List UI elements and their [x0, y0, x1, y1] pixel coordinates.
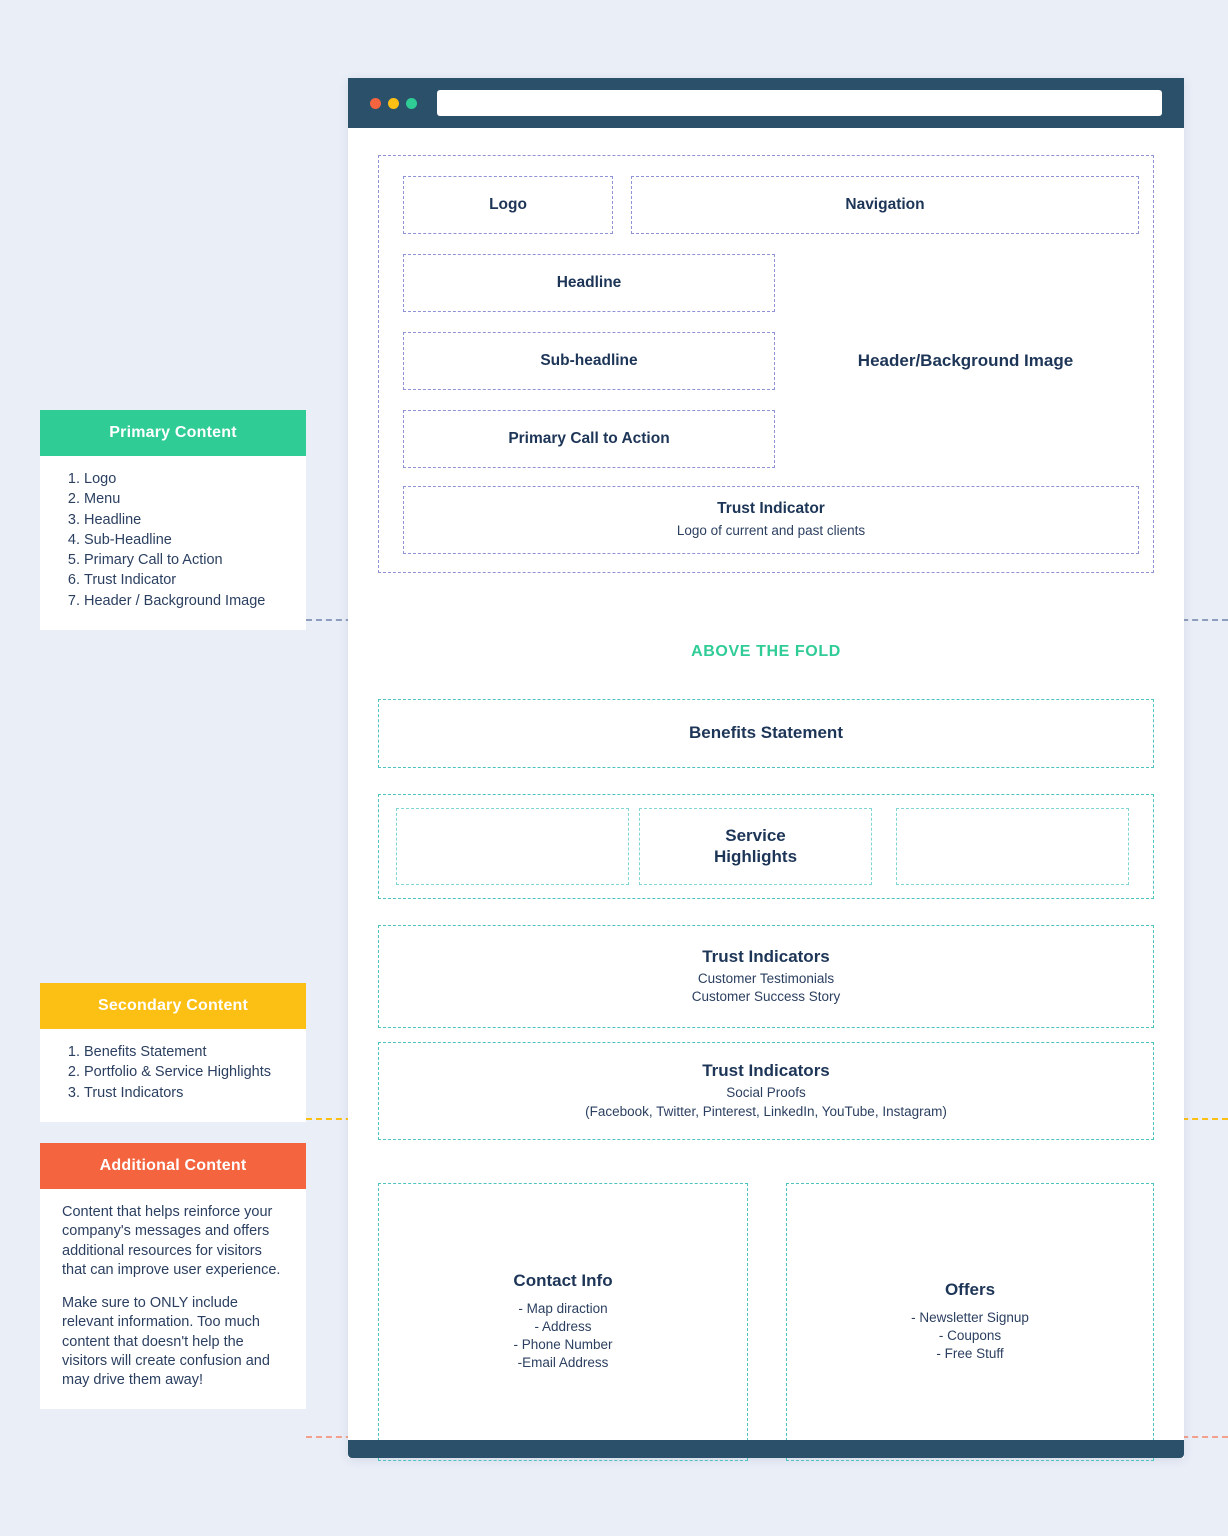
block-label-navigation: Navigation	[845, 195, 925, 213]
wireframe-block-primary-cta[interactable]	[403, 410, 775, 468]
browser-window-mockup	[348, 78, 1184, 1458]
wireframe-block-trust-indicators-social[interactable]	[378, 1042, 1154, 1140]
block-sub-newsletter-signup: - Newsletter Signup	[911, 1309, 1029, 1325]
list-item: 2. Menu	[84, 490, 288, 509]
block-label-benefits-statement: Benefits Statement	[689, 723, 843, 743]
wireframe-block-headline[interactable]	[403, 254, 775, 312]
legend-title-primary: Primary Content	[40, 410, 306, 456]
above-the-fold-label: ABOVE THE FOLD	[691, 643, 841, 660]
list-item: 7. Header / Background Image	[84, 592, 288, 611]
maximize-icon[interactable]	[406, 98, 417, 109]
block-sub-customer-testimonials: Customer Testimonials	[697, 970, 835, 986]
block-sub-free-stuff: - Free Stuff	[936, 1346, 1004, 1362]
block-sub-social-proofs: Social Proofs	[726, 1085, 806, 1101]
block-sub-customer-success-story: Customer Success Story	[691, 989, 841, 1005]
close-icon[interactable]	[370, 98, 381, 109]
legend-title-secondary: Secondary Content	[40, 983, 306, 1029]
block-label-trust-indicators: Trust Indicators	[702, 946, 830, 966]
url-input[interactable]	[437, 90, 1162, 116]
block-sub-social-networks: (Facebook, Twitter, Pinterest, LinkedIn, YouTube, Instagram)	[585, 1103, 947, 1119]
wireframe-block-contact-info[interactable]	[378, 1183, 748, 1461]
block-label-logo: Logo	[489, 195, 527, 213]
block-label-header-image: Header/Background Image	[857, 350, 1074, 370]
wireframe-page	[348, 128, 1184, 1440]
block-label-offers: Offers	[944, 1280, 996, 1300]
list-item: 4. Sub-Headline	[84, 531, 288, 550]
browser-titlebar	[348, 78, 1184, 128]
wireframe-block-offers[interactable]	[786, 1183, 1154, 1461]
wireframe-block-service-highlight-1[interactable]	[396, 808, 629, 885]
block-label-trust-indicators-social: Trust Indicators	[702, 1061, 830, 1081]
wireframe-block-benefits-statement[interactable]	[378, 699, 1154, 768]
list-item: 1. Logo	[84, 470, 288, 489]
legend-card-additional-content	[40, 1143, 306, 1409]
block-label-service-highlights-line2: Highlights	[713, 846, 798, 866]
legend-card-secondary-content	[40, 983, 306, 1122]
block-label-subheadline: Sub-headline	[540, 351, 638, 369]
block-sub-address: - Address	[534, 1318, 592, 1334]
list-item: 3. Headline	[84, 511, 288, 530]
wireframe-block-service-highlight-3[interactable]	[896, 808, 1129, 885]
wireframe-block-trust-indicators-testimonials[interactable]	[378, 925, 1154, 1028]
browser-footer-bar	[348, 1440, 1184, 1458]
legend-paragraph: Content that helps reinforce your company's messages and offers additional resources for visitors that can improve user experience.	[62, 1204, 281, 1278]
block-sub-coupons: - Coupons	[938, 1328, 1002, 1344]
block-sub-map-direction: - Map diraction	[518, 1300, 608, 1316]
block-label-contact-info: Contact Info	[513, 1271, 613, 1291]
legend-list-secondary	[40, 1029, 306, 1122]
minimize-icon[interactable]	[388, 98, 399, 109]
wireframe-block-logo[interactable]	[403, 176, 613, 234]
wireframe-block-subheadline[interactable]	[403, 332, 775, 390]
legend-title-additional: Additional Content	[40, 1143, 306, 1189]
legend-text-additional	[40, 1189, 306, 1409]
block-label-trust-indicator: Trust Indicator	[717, 500, 825, 518]
list-item: 2. Portfolio & Service Highlights	[84, 1063, 288, 1082]
list-item: 6. Trust Indicator	[84, 571, 288, 590]
window-controls	[370, 98, 417, 109]
list-item: 1. Benefits Statement	[84, 1043, 288, 1062]
wireframe-block-trust-indicator-top[interactable]	[403, 486, 1139, 554]
wireframe-block-service-highlight-2[interactable]	[639, 808, 872, 885]
block-label-service-highlights-line1: Service	[725, 826, 786, 846]
wireframe-block-header-image[interactable]	[788, 254, 1143, 468]
block-label-primary-cta: Primary Call to Action	[508, 429, 670, 447]
block-sub-trust-indicator: Logo of current and past clients	[676, 522, 866, 538]
legend-list-primary	[40, 456, 306, 630]
list-item: 5. Primary Call to Action	[84, 551, 288, 570]
legend-card-primary-content	[40, 410, 306, 630]
wireframe-block-navigation[interactable]	[631, 176, 1139, 234]
legend-paragraph: Make sure to ONLY include relevant information. Too much content that doesn't help the visitors will create confusion and may drive them away!	[62, 1295, 270, 1389]
block-label-headline: Headline	[556, 273, 622, 291]
block-sub-email-address: -Email Address	[517, 1355, 609, 1371]
block-sub-phone-number: - Phone Number	[513, 1337, 613, 1353]
list-item: 3. Trust Indicators	[84, 1084, 288, 1103]
